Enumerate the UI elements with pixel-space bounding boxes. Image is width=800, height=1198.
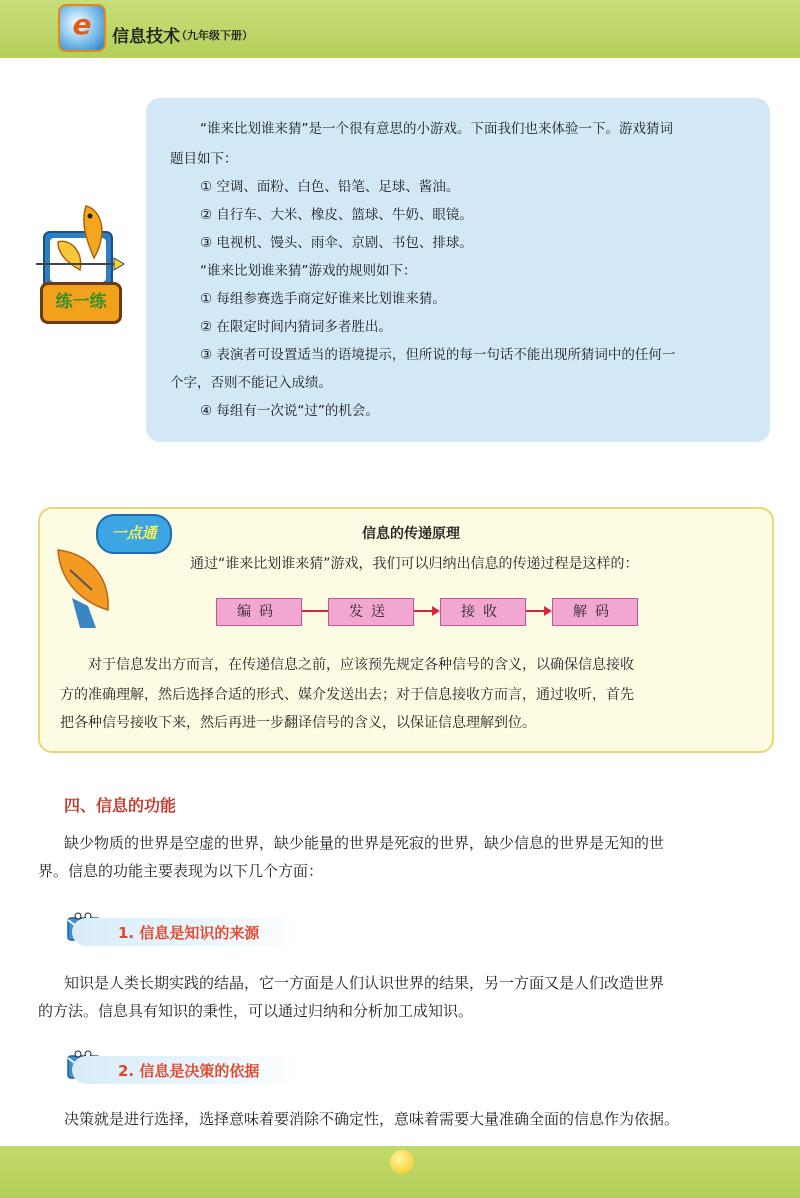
section-intro-line: 缺少物质的世界是空虚的世界，缺少能量的世界是死寂的世界，缺少信息的世界是无知的世 [64,834,665,852]
practice-line: ③ 表演者可设置适当的语境提示，但所说的每一句话不能出现所猜词中的任何一 [200,347,676,363]
tips-badge: 一点通 [96,514,172,554]
practice-line: ① 空调、面粉、白色、铅笔、足球、酱油。 [200,179,460,195]
practice-line: 个字，否则不能记入成绩。 [170,375,332,391]
tips-paragraph-line: 对于信息发出方而言，在传递信息之前，应该预先规定各种信号的含义，以确保信息接收 [88,657,634,673]
book-logo-icon: e [58,4,106,52]
tips-paragraph-line: 把各种信号接收下来，然后再进一步翻译信号的含义，以保证信息理解到位。 [60,715,536,731]
tips-title: 信息的传递原理 [362,526,460,542]
practice-badge: 练一练 [40,282,122,324]
flow-step: 解码 [552,598,638,626]
subsection-text-line: 的方法。信息具有知识的秉性，可以通过归纳和分析加工成知识。 [38,1002,474,1020]
flow-step: 接收 [440,598,526,626]
flow-arrow-icon [526,610,550,612]
practice-line: ② 在限定时间内猜词多者胜出。 [200,319,392,335]
flow-arrow-icon [414,610,438,612]
section-intro-line: 界。信息的功能主要表现为以下几个方面： [38,862,324,880]
satellite-dish-icon [52,540,116,630]
tips-intro: 通过“谁来比划谁来猜”游戏，我们可以归纳出信息的传递过程是这样的： [190,556,639,572]
practice-line: “谁来比划谁来猜”游戏的规则如下： [200,263,417,279]
subsection-text-line: 知识是人类长期实践的结晶，它一方面是人们认识世界的结果，另一方面又是人们改造世界 [64,974,665,992]
practice-line: ① 每组参赛选手商定好谁来比划谁来猜。 [200,291,446,307]
book-title: 信息技术 [112,27,180,47]
practice-line: “谁来比划谁来猜”是一个很有意思的小游戏。下面我们也来体验一下。游戏猜词 [200,121,673,137]
flow-step: 编码 [216,598,302,626]
subsection-heading: 2. 信息是决策的依据 [72,1056,302,1084]
book-grade: （九年级下册） [176,29,253,42]
practice-line: ③ 电视机、馒头、雨伞、京剧、书包、排球。 [200,235,473,251]
practice-box [146,98,770,442]
subsection-heading: 1. 信息是知识的来源 [72,918,302,946]
section-title: 四、信息的功能 [64,796,177,815]
tips-paragraph-line: 方的准确理解，然后选择合适的形式、媒介发送出去；对于信息接收方而言，通过收听，首先 [60,687,634,703]
practice-line: ④ 每组有一次说“过”的机会。 [200,403,379,419]
flow-step: 发送 [328,598,414,626]
practice-line: ② 自行车、大米、橡皮、篮球、牛奶、眼镜。 [200,207,473,223]
subsection-text-line: 决策就是进行选择，选择意味着要消除不确定性，意味着需要大量准确全面的信息作为依据。 [64,1110,680,1128]
practice-line: 题目如下： [170,151,238,167]
page-number-ball-icon [390,1150,414,1174]
